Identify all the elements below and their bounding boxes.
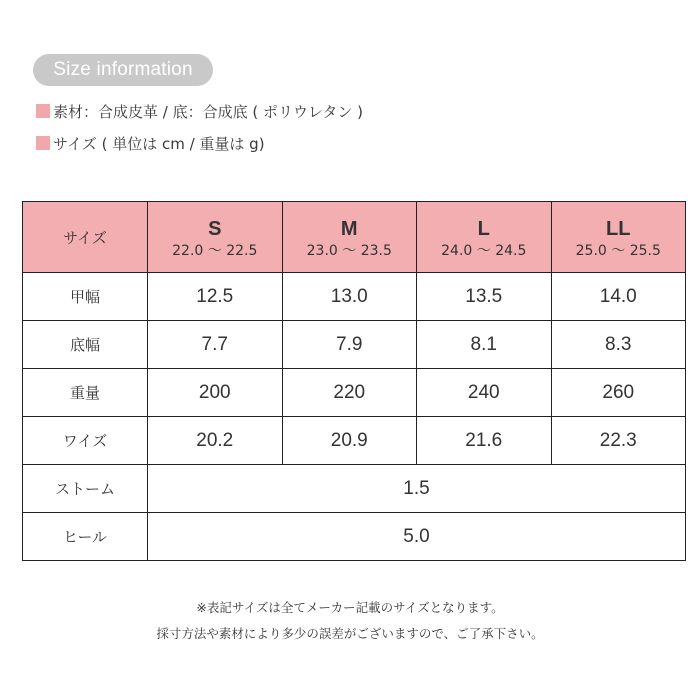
table-row-merged [23,465,686,513]
table-cell: 8.3 [551,321,686,369]
header-size-ll [551,202,686,273]
row-label: 重量 [23,369,148,417]
table-header-row [23,202,686,273]
size-range: 23.0 ～ 23.5 [306,243,392,259]
footnote-2: 採寸方法や素材により多少の誤差がございますので、ご了承下さい。 [156,626,544,641]
size-name: M [340,218,358,240]
size-range: 22.0 ～ 22.5 [172,243,258,259]
table-cell: 260 [551,369,686,417]
header-corner-cell [23,202,148,273]
row-label: ヒール [23,513,148,561]
table-cell: 22.3 [551,417,686,465]
row-label: 甲幅 [23,273,148,321]
material-info [36,101,363,121]
table-cell: 13.0 [282,273,417,321]
header-size-m [282,202,417,273]
size-range: 25.0 ～ 25.5 [575,243,661,259]
table-cell: 8.1 [417,321,552,369]
bullet-square-icon [36,104,50,118]
size-table [22,201,686,561]
table-cell: 7.9 [282,321,417,369]
units-info [36,133,265,153]
header-size-label: サイズ [63,228,107,247]
merged-cell: 1.5 [148,465,686,513]
table-cell: 12.5 [148,273,283,321]
merged-cell: 5.0 [148,513,686,561]
table-row [23,369,686,417]
section-title-pill: Size information [33,54,213,86]
size-name: LL [606,218,631,240]
table-cell: 21.6 [417,417,552,465]
table-row-merged [23,513,686,561]
table-cell: 7.7 [148,321,283,369]
size-range: 24.0 ～ 24.5 [441,243,527,259]
table-cell: 220 [282,369,417,417]
footnote-1: ※表記サイズは全てメーカー記載のサイズとなります。 [196,600,504,615]
header-size-l [417,202,552,273]
table-cell: 20.9 [282,417,417,465]
table-cell: 20.2 [148,417,283,465]
table-cell: 200 [148,369,283,417]
bullet-square-icon [36,136,50,150]
row-label: ストーム [23,465,148,513]
header-size-s [148,202,283,273]
table-cell: 240 [417,369,552,417]
row-label: ワイズ [23,417,148,465]
material-text: 素材：合成皮革 / 底：合成底 ( ポリウレタン ) [53,102,364,121]
size-name: S [208,218,222,240]
table-cell: 14.0 [551,273,686,321]
table-row [23,417,686,465]
row-label: 底幅 [23,321,148,369]
units-text: サイズ ( 単位は cm / 重量は g) [53,134,265,153]
table-row [23,273,686,321]
table-row [23,321,686,369]
table-cell: 13.5 [417,273,552,321]
size-name: L [477,218,490,240]
